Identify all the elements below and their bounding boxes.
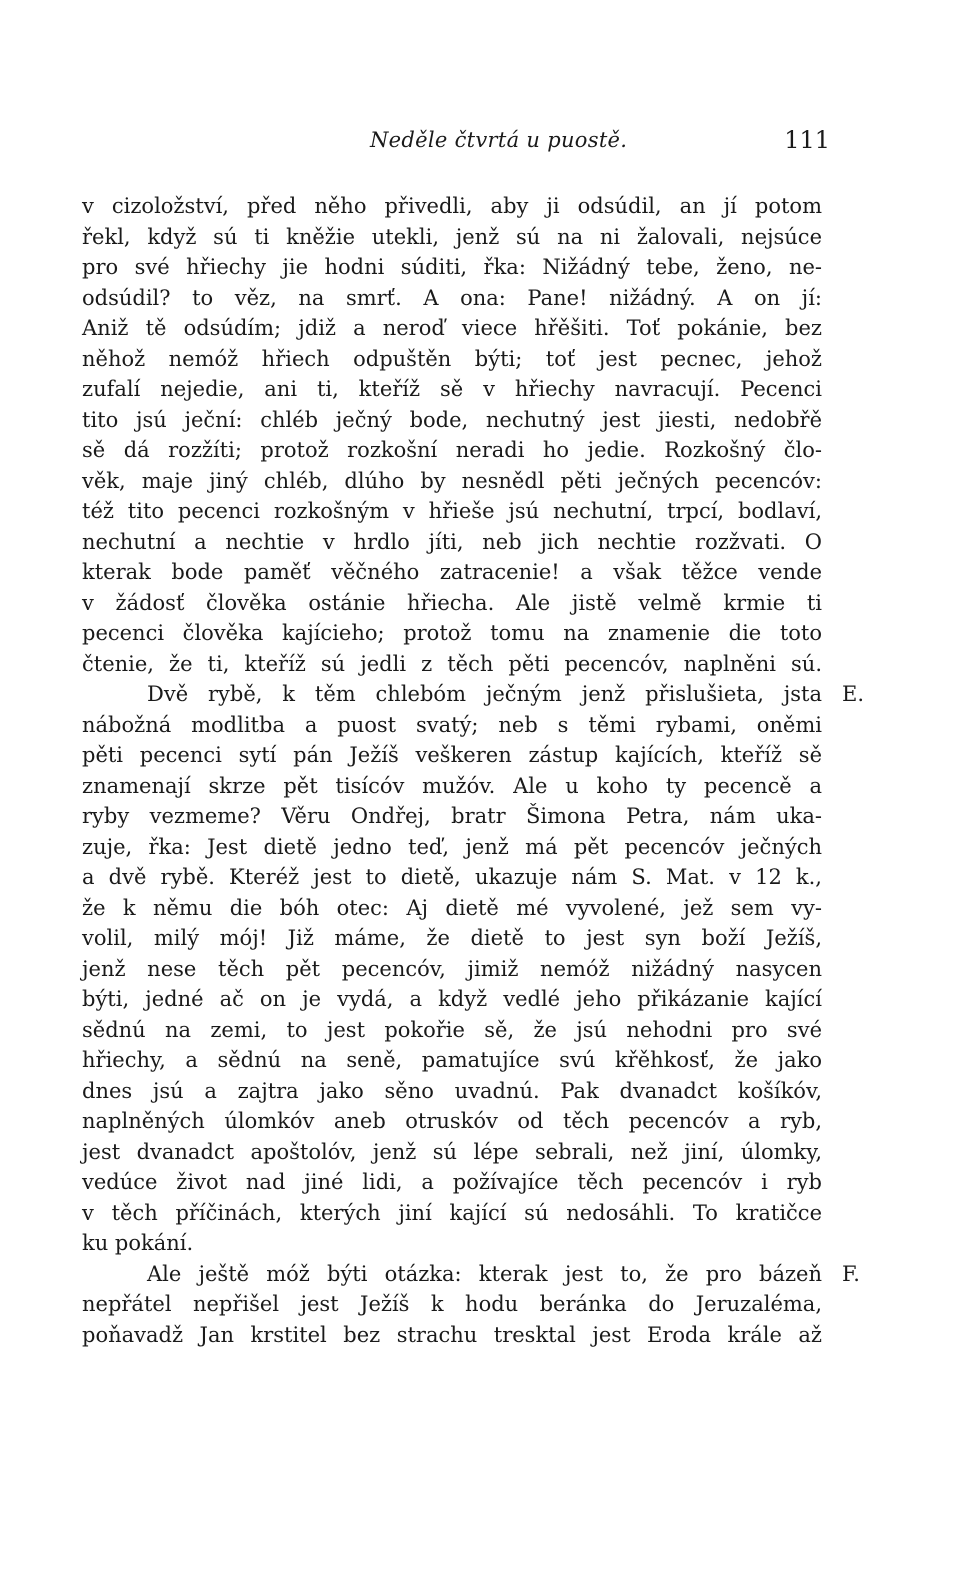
text-line: sědnú na zemi, to jest pokořie sě, že jsú nehodni pro své xyxy=(82,1018,822,1042)
text-line: v žádosť člověka ostánie hřiecha. Ale jistě velmě krmie ti xyxy=(82,591,822,615)
text-line: že k němu die bóh otec: Aj dietě mé vyvolené, jež sem vy- xyxy=(82,896,822,920)
text-line: zufalí nejedie, ani ti, kteříž sě v hřiechy navracují. Pecenci xyxy=(82,377,822,401)
text-line: věk, maje jiný chléb, dlúho by nesnědl pěti ječných pecencóv: xyxy=(82,469,822,493)
running-title: Neděle čtvrtá u puostě. xyxy=(370,128,628,152)
text-line: pěti pecenci sytí pán Ježíš veškeren zástup kajících, kteříž sě xyxy=(82,743,822,767)
text-line: čtenie, že ti, kteříž sú jedli z těch pěti pecencóv, naplněni sú. xyxy=(82,652,822,676)
text-line: ryby vezmeme? Věru Ondřej, bratr Šimona Petra, nám uka- xyxy=(82,804,822,828)
text-line: vedúce život nad jiné lidi, a požívajíce těch pecencóv i ryb xyxy=(82,1170,822,1194)
text-line: sě dá rozžíti; protož rozkošní neradi ho jedie. Rozkošný člo- xyxy=(82,438,822,462)
text-line: býti, jedné ač on je vydá, a když vedlé jeho přikázanie kající xyxy=(82,987,822,1011)
text-line: odsúdil? to věz, na smrť. A ona: Pane! nižádný. A on jí: xyxy=(82,286,822,310)
text-line: znamenají skrze pět tisícóv mužóv. Ale u koho ty pecencě a xyxy=(82,774,822,798)
text-line: něhož nemóž hřiech odpuštěn býti; toť jest pecnec, jehož xyxy=(82,347,822,371)
text-line: kterak bode paměť věčného zatracenie! a však těžce vende xyxy=(82,560,822,584)
text-line: hřiechy, a sědnú na seně, pamatujíce svú křěhkosť, že jako xyxy=(82,1048,822,1072)
text-line: naplněných úlomkóv aneb otruskóv od těch pecencóv a ryb, xyxy=(82,1109,822,1133)
page-number: 111 xyxy=(784,126,830,154)
text-line: Dvě rybě, k těm chlebóm ječným jenž přislušieta, jsta xyxy=(147,682,822,706)
text-line: nábožná modlitba a puost svatý; neb s těmi rybami, oněmi xyxy=(82,713,822,737)
text-line: poňavadž Jan krstitel bez strachu tresktal jest Eroda krále až xyxy=(82,1323,822,1347)
text-line: nechutní a nechtie v hrdlo jíti, neb jich nechtie rozžvati. O xyxy=(82,530,822,554)
text-line: zuje, řka: Jest dietě jedno teď, jenž má pět pecencóv ječných xyxy=(82,835,822,859)
text-line: tito jsú ječní: chléb ječný bode, nechutný jest jiesti, nedobřě xyxy=(82,408,822,432)
text-line: řekl, když sú ti kněžie utekli, jenž sú na ni žalovali, nejsúce xyxy=(82,225,822,249)
text-line: jenž nese těch pět pecencóv, jimiž nemóž nižádný nasycen xyxy=(82,957,822,981)
text-line: pro své hřiechy jie hodni súditi, řka: Nižádný tebe, ženo, ne- xyxy=(82,255,822,279)
text-line: jest dvanadct apoštolóv, jenž sú lépe sebrali, než jiní, úlomky, xyxy=(82,1140,822,1164)
text-line: pecenci člověka kajícieho; protož tomu na znamenie die toto xyxy=(82,621,822,645)
text-line: v cizoložství, před něho přivedli, aby ji odsúdil, an jí potom xyxy=(82,194,822,218)
text-line: Ale ještě móž býti otázka: kterak jest to, že pro bázeň xyxy=(147,1262,822,1286)
text-line: Aniž tě odsúdím; jdiž a neroď viece hřěšiti. Toť pokánie, bez xyxy=(82,316,822,340)
margin-mark-f: F. xyxy=(842,1262,860,1286)
text-line: v těch příčinách, kterých jiní kající sú nedosáhli. To kratičce xyxy=(82,1201,822,1225)
text-line: a dvě rybě. Kteréž jest to dietě, ukazuje nám S. Mat. v 12 k., xyxy=(82,865,822,889)
text-line: nepřátel nepřišel jest Ježíš k hodu beránka do Jeruzaléma, xyxy=(82,1292,822,1316)
text-line: ku pokání. xyxy=(82,1231,194,1255)
text-line: dnes jsú a zajtra jako sěno uvadnú. Pak dvanadct košíkóv, xyxy=(82,1079,822,1103)
margin-mark-e: E. xyxy=(842,682,865,706)
text-line: volil, milý mój! Již máme, že dietě to jest syn boží Ježíš, xyxy=(82,926,822,950)
text-line: též tito pecenci rozkošným v hřieše jsú nechutní, trpcí, bodlaví, xyxy=(82,499,822,523)
